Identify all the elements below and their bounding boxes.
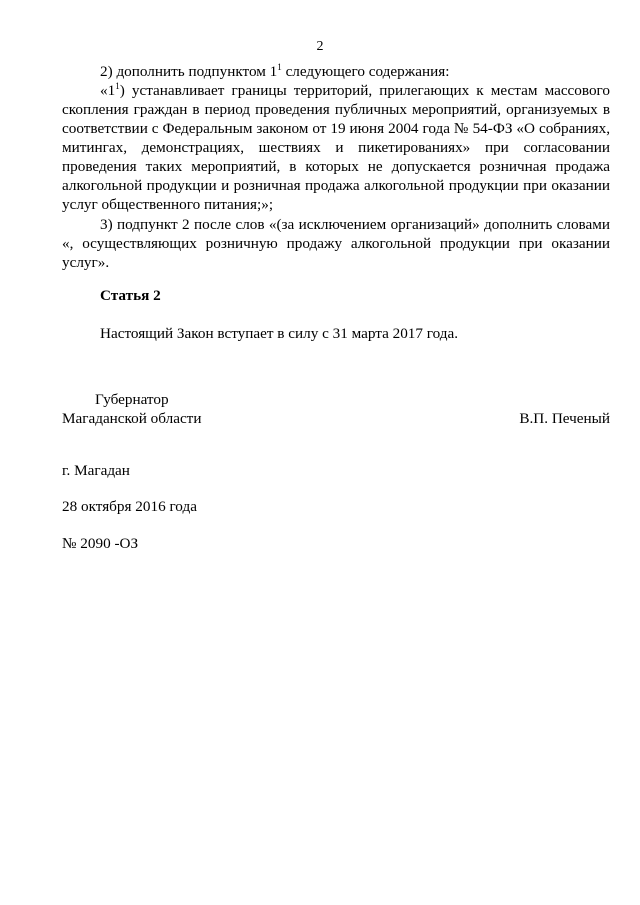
amendment-item-2 [62,62,610,214]
intro-tail: следующего содержания: [281,63,450,80]
amendment-item-2-quote [62,81,610,214]
amendment-item-3-block [62,215,610,272]
article-2-text: Настоящий Закон вступает в силу с 31 марта 2017 года. [100,325,459,342]
law-number: № 2090 -ОЗ [62,535,139,552]
article-2-heading: Статья 2 [100,287,161,304]
quote-body: ) устанавливает границы территорий, прилегающих к местам массового скопления граждан в период проведения публичных мероприятий, организуемых в соответствии с Федеральным законом от 19 июня 2004 года № 54-ФЗ «О собраниях, митингах, демонстрациях, шествиях и пикетированиях» при согласовании проведения таких мероприятий, в которых не допускается розничная продажа алкогольной продукции и розничная продажа алкогольной продукции при оказании услуг общественного питания;»; [62,82,610,213]
article-2-text-block [62,324,610,343]
signature-role-line2: Магаданской области [62,410,202,427]
intro-superscript: 1 [277,62,282,72]
quote-superscript: 1 [115,81,120,91]
article-2-heading-block [62,286,610,305]
intro-text: 2) дополнить подпунктом 1 [100,63,278,80]
signature-name: В.П. Печеный [519,410,610,427]
quote-open: «1 [100,82,116,99]
page-number: 2 [316,39,324,54]
signature-role-line1: Губернатор [95,391,169,408]
law-date: 28 октября 2016 года [62,498,197,515]
signature-role [62,390,201,428]
amendment-item-2-intro [62,62,610,81]
amendment-item-3: 3) подпункт 2 после слов «(за исключением организаций» дополнить словами «, осуществляющих розничную продажу алкогольной продукции при оказании услуг». [62,216,610,271]
place: г. Магадан [62,462,130,479]
